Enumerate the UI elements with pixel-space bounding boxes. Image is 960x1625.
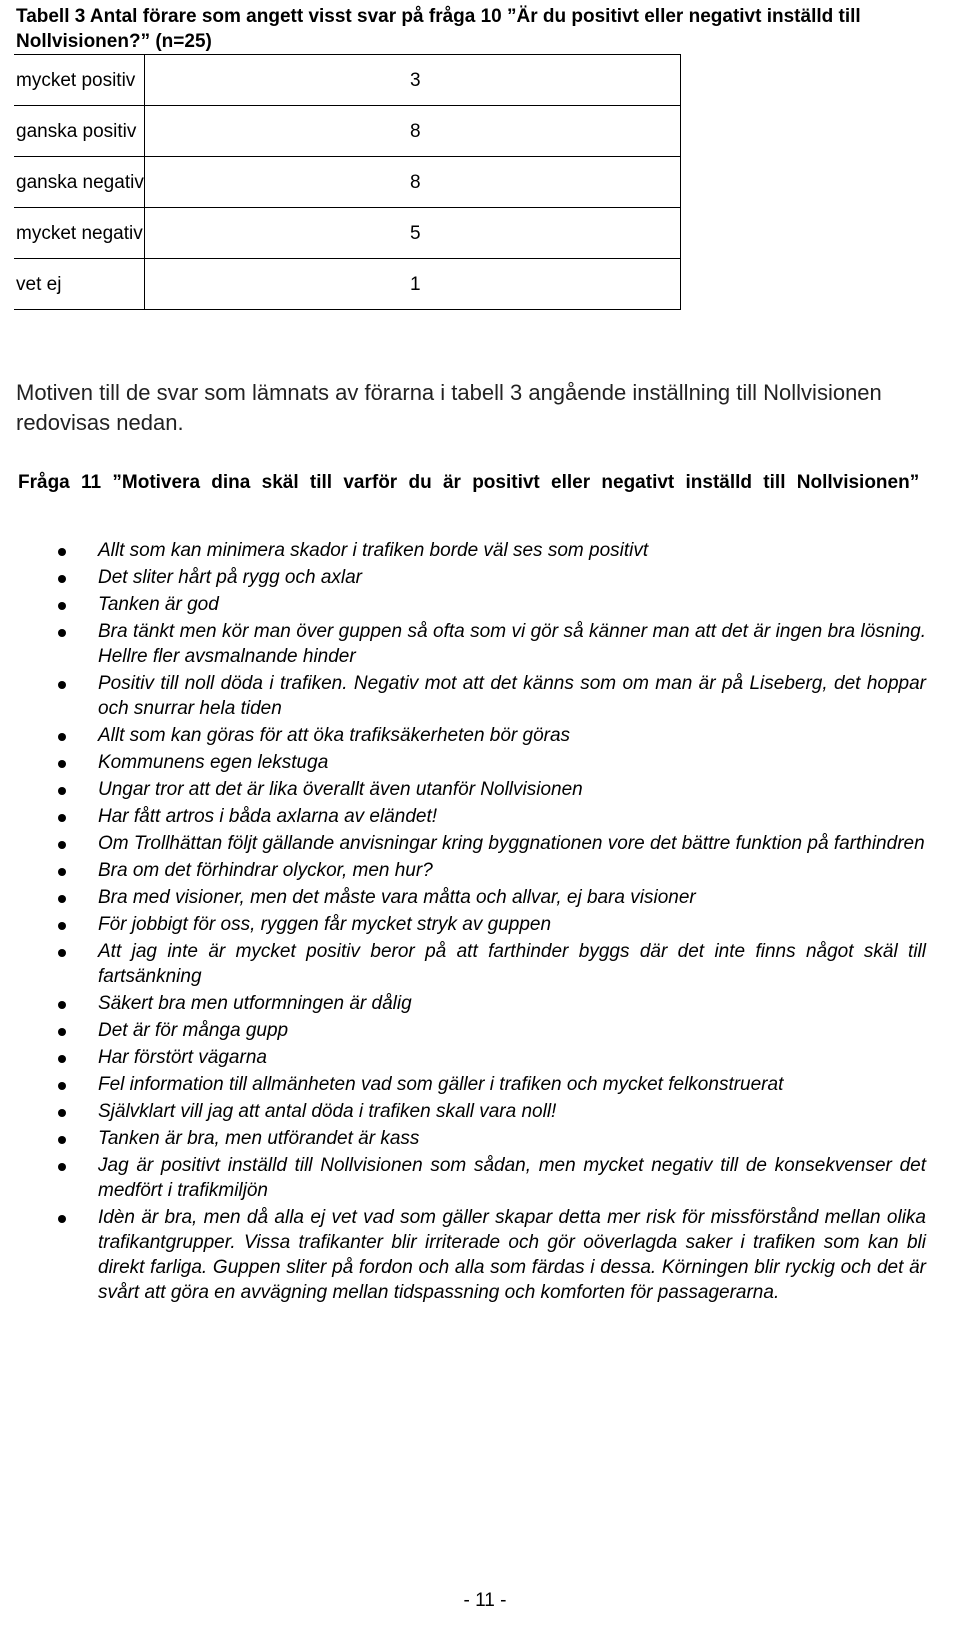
bullet-icon [58,841,66,849]
bullet-icon [58,787,66,795]
question-heading: Fråga 11 ”Motivera dina skäl till varför du är positivt eller negativt inställd till Nollvisionen” [18,472,920,493]
list-item [0,939,960,989]
bullet-icon [58,949,66,957]
list-item-text: Det är för många gupp [98,1020,289,1041]
bullet-icon [58,1136,66,1144]
list-item-text: Har förstört vägarna [98,1047,267,1068]
list-item [0,1205,960,1305]
table-row-value: 3 [145,55,681,106]
table-row [14,55,681,106]
bullet-icon [58,1215,66,1223]
table-row [14,208,681,259]
bullet-icon [58,1082,66,1090]
intro-paragraph: Motiven till de svar som lämnats av förarna i tabell 3 angående inställning till Nollvisionen redovisas nedan. [16,380,882,435]
table-row-value: 5 [145,208,681,259]
answers-table [14,54,681,310]
list-item [0,912,960,937]
list-item-text: Tanken är god [98,594,219,615]
list-item [0,777,960,802]
table-row [14,259,681,310]
bullet-icon [58,1163,66,1171]
list-item [0,1126,960,1151]
bullet-icon [58,1055,66,1063]
table-row-label: ganska positiv [14,106,145,157]
list-item [0,538,960,563]
list-item-text: För jobbigt för oss, ryggen får mycket stryk av guppen [98,914,552,935]
list-item-text: Positiv till noll döda i trafiken. Negativ mot att det känns som om man är på Liseberg, det hoppar och snurrar hela tiden [98,673,926,719]
table-row-label: ganska negativ [14,157,145,208]
list-item-text: Säkert bra men utformningen är dålig [98,993,412,1014]
list-item-text: Idèn är bra, men då alla ej vet vad som gäller skapar detta mer risk för missförstånd mellan olika trafikantgrupper. Vissa trafikanter blir irriterade och gör oöverlagda saker i trafiken som kan bli direkt farliga. Guppen sliter på fordon och alla som färdas i dessa. Körningen blir ryckig och det är svårt att göra en avvägning mellan tidspassning och komforten för passagerarna. [98,1207,926,1303]
bullet-icon [58,922,66,930]
table-caption: Tabell 3 Antal förare som angett visst svar på fråga 10 ”Är du positivt eller negativt inställd till Nollvisionen?” (n=25) [16,6,861,52]
list-item [0,804,960,829]
list-item-text: Allt som kan göras för att öka trafiksäkerheten bör göras [98,725,571,746]
list-item [0,991,960,1016]
list-item-text: Kommunens egen lekstuga [98,752,329,773]
list-item [0,750,960,775]
list-item-text: Jag är positivt inställd till Nollvisionen som sådan, men mycket negativ till de konsekvenser det medfört i trafikmiljön [98,1155,926,1201]
list-item-text: Bra med visioner, men det måste vara måtta och allvar, ej bara visioner [98,887,696,908]
list-item [0,1099,960,1124]
bullet-icon [58,602,66,610]
table-row-value: 8 [145,106,681,157]
list-item [0,1018,960,1043]
table-row-label: vet ej [14,259,145,310]
table-row [14,157,681,208]
bullet-icon [58,1028,66,1036]
list-item [0,1045,960,1070]
list-item [0,1072,960,1097]
list-item [0,831,960,856]
list-item [0,565,960,590]
bullet-icon [58,1001,66,1009]
bullet-icon [58,814,66,822]
bullet-icon [58,733,66,741]
list-item-text: Bra om det förhindrar olyckor, men hur? [98,860,433,881]
list-item [0,619,960,669]
list-item [0,723,960,748]
bullet-icon [58,681,66,689]
list-item [0,858,960,883]
page-number: - 11 - [463,1590,507,1611]
table-row [14,106,681,157]
list-item-text: Fel information till allmänheten vad som gäller i trafiken och mycket felkonstruerat [98,1074,784,1095]
list-item-text: Tanken är bra, men utförandet är kass [98,1128,420,1149]
list-item [0,671,960,721]
list-item-text: Det sliter hårt på rygg och axlar [98,567,363,588]
answers-list [0,538,960,1307]
list-item-text: Självklart vill jag att antal döda i trafiken skall vara noll! [98,1101,557,1122]
bullet-icon [58,1109,66,1117]
bullet-icon [58,548,66,556]
table-row-label: mycket positiv [14,55,145,106]
bullet-icon [58,629,66,637]
table-row-value: 8 [145,157,681,208]
table-row-value: 1 [145,259,681,310]
list-item-text: Har fått artros i båda axlarna av eländet! [98,806,438,827]
bullet-icon [58,575,66,583]
list-item [0,1153,960,1203]
list-item [0,885,960,910]
list-item [0,592,960,617]
list-item-text: Allt som kan minimera skador i trafiken borde väl ses som positivt [98,540,649,561]
table-row-label: mycket negativ [14,208,145,259]
list-item-text: Bra tänkt men kör man över guppen så ofta som vi gör så känner man att det är ingen bra lösning. Hellre fler avsmalnande hinder [98,621,926,667]
bullet-icon [58,895,66,903]
list-item-text: Om Trollhättan följt gällande anvisningar kring byggnationen vore det bättre funktion på farthindren [98,833,925,854]
bullet-icon [58,760,66,768]
list-item-text: Ungar tror att det är lika överallt även utanför Nollvisionen [98,779,583,800]
list-item-text: Att jag inte är mycket positiv beror på att farthinder byggs där det inte finns något skäl till fartsänkning [98,941,926,987]
bullet-icon [58,868,66,876]
